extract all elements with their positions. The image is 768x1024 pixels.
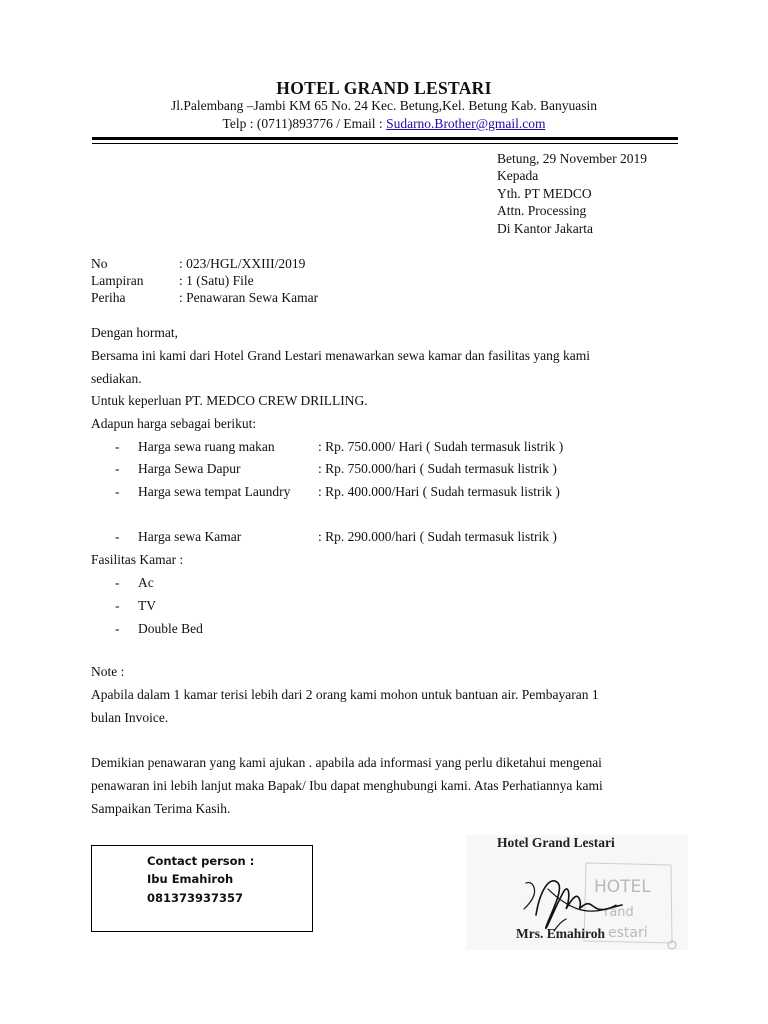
- meta-value-lampiran: : 1 (Satu) File: [179, 273, 254, 288]
- price-dash: -: [115, 439, 120, 454]
- facility-item: Double Bed: [138, 621, 203, 636]
- price-intro: Adapun harga sebagai berikut:: [91, 416, 257, 431]
- price-value: : Rp. 400.000/Hari ( Sudah termasuk listrik ): [318, 484, 560, 499]
- facility-dash: -: [115, 598, 120, 613]
- meta-value-no: : 023/HGL/XXIII/2019: [179, 256, 306, 271]
- contact-phone: 081373937357: [147, 891, 244, 905]
- hotel-title: HOTEL GRAND LESTARI: [276, 78, 492, 98]
- price-dash: -: [115, 484, 120, 499]
- recipient-yth: Yth. PT MEDCO: [497, 186, 592, 201]
- meta-label-lampiran: Lampiran: [91, 273, 144, 288]
- note-line-1: Apabila dalam 1 kamar terisi lebih dari 2 orang kami mohon untuk bantuan air. Pembayaran 1: [91, 687, 599, 702]
- stamp-text-rand: rand: [604, 905, 634, 920]
- signature-company: Hotel Grand Lestari: [497, 835, 615, 850]
- contact-label: Contact person :: [147, 854, 255, 868]
- salutation: Dengan hormat,: [91, 325, 178, 340]
- meta-label-perihal: Periha: [91, 290, 126, 305]
- price-value: : Rp. 750.000/hari ( Sudah termasuk listrik ): [318, 461, 557, 476]
- contact-person-box: [91, 845, 313, 932]
- purpose-line: Untuk keperluan PT. MEDCO CREW DRILLING.: [91, 393, 368, 408]
- closing-line-2: penawaran ini lebih lanjut maka Bapak/ Ibu dapat menghubungi kami. Atas Perhatiannya kami: [91, 778, 603, 793]
- facility-item: Ac: [138, 575, 154, 590]
- facility-item: TV: [138, 598, 156, 613]
- intro-line-1: Bersama ini kami dari Hotel Grand Lestari menawarkan sewa kamar dan fasilitas yang kami: [91, 348, 590, 363]
- recipient-attn: Attn. Processing: [497, 203, 587, 218]
- price-item: Harga Sewa Dapur: [138, 461, 241, 476]
- price-item: Harga sewa ruang makan: [138, 439, 275, 454]
- intro-line-2: sediakan.: [91, 371, 142, 386]
- facility-dash: -: [115, 621, 120, 636]
- recipient-kepada: Kepada: [497, 168, 539, 183]
- header-divider-thin: [92, 143, 678, 144]
- facilities-title: Fasilitas Kamar :: [91, 552, 184, 567]
- telp-text: Telp : (0711)893776 / Email :: [222, 116, 387, 131]
- price-value: : Rp. 290.000/hari ( Sudah termasuk listrik ): [318, 529, 557, 544]
- note-line-2: bulan Invoice.: [91, 710, 169, 725]
- meta-label-no: No: [91, 256, 108, 271]
- price-dash: -: [115, 529, 120, 544]
- closing-line-3: Sampaikan Terima Kasih.: [91, 801, 231, 816]
- header-divider-thick: [92, 137, 678, 140]
- note-title: Note :: [91, 664, 125, 679]
- recipient-location: Di Kantor Jakarta: [497, 221, 593, 236]
- contact-name: Ibu Emahiroh: [147, 872, 234, 886]
- hotel-address: Jl.Palembang –Jambi KM 65 No. 24 Kec. Betung,Kel. Betung Kab. Banyuasin: [171, 98, 597, 113]
- hotel-contact-line: [0, 116, 768, 132]
- letter-date: Betung, 29 November 2019: [497, 151, 647, 166]
- signature-name: Mrs. Emahiroh: [516, 926, 606, 941]
- price-dash: -: [115, 461, 120, 476]
- stamp-text-hotel: HOTEL: [594, 877, 651, 897]
- email-link[interactable]: Sudarno.Brother@gmail.com: [386, 116, 546, 131]
- meta-value-perihal: : Penawaran Sewa Kamar: [179, 290, 319, 305]
- closing-line-1: Demikian penawaran yang kami ajukan . apabila ada informasi yang perlu diketahui mengenai: [91, 755, 602, 770]
- signature-stamp-area: [466, 835, 688, 950]
- stamp-text-estari: estari: [608, 925, 648, 941]
- price-item: Harga sewa tempat Laundry: [138, 484, 291, 499]
- price-value: : Rp. 750.000/ Hari ( Sudah termasuk listrik ): [318, 439, 564, 454]
- price-item: Harga sewa Kamar: [138, 529, 242, 544]
- facility-dash: -: [115, 575, 120, 590]
